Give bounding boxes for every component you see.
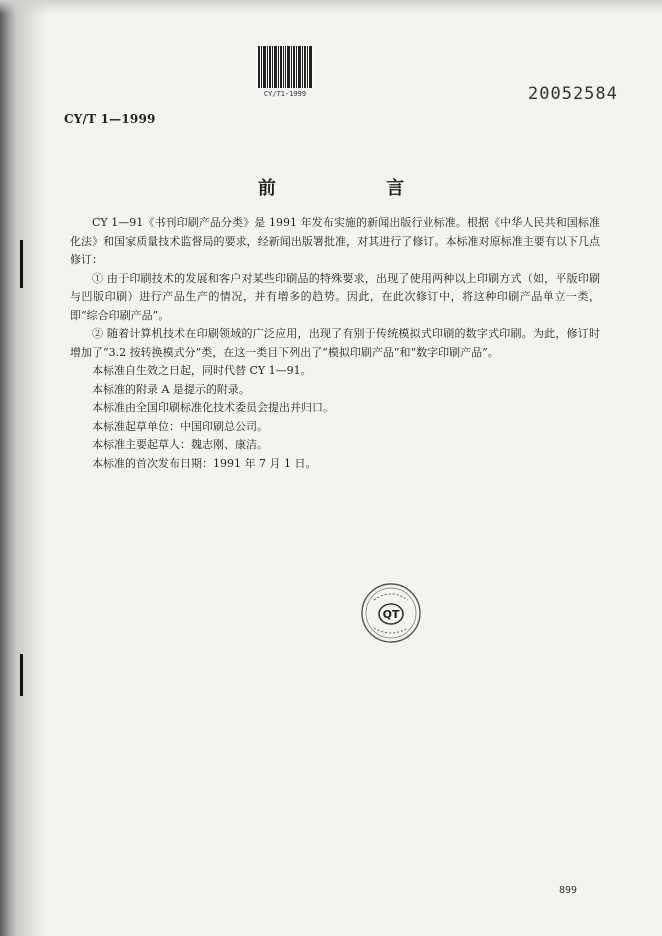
page-title: 前 言	[257, 178, 457, 199]
scan-shadow-left	[0, 0, 46, 936]
foreword-body	[70, 214, 600, 473]
paragraph: 本标准由全国印刷标准化技术委员会提出并归口。	[92, 401, 334, 414]
stamp-mark: QT	[382, 608, 400, 621]
barcode-code: CY/T1-1999	[263, 90, 307, 98]
paragraph: 本标准自生效之日起，同时代替 CY 1—91。	[92, 364, 312, 377]
barcode	[256, 46, 314, 102]
barcode-icon	[256, 46, 314, 88]
document-number: 20052584	[528, 84, 618, 104]
library-stamp-icon	[360, 582, 422, 644]
paragraph: 本标准起草单位：中国印刷总公司。	[92, 419, 268, 433]
paragraph: ② 随着计算机技术在印刷领域的广泛应用，出现了有别于传统模拟式印刷的数字式印刷。为此，修订时增加了“3.2 按转换模式分”类，在这一类目下列出了“模拟印刷产品”和“数字印刷产品”。	[70, 327, 600, 359]
scan-shadow-top	[0, 0, 662, 14]
paragraph: 本标准的附录 A 是提示的附录。	[92, 382, 250, 396]
margin-mark-lower	[20, 654, 23, 696]
paragraph: CY 1—91《书刊印刷产品分类》是 1991 年发布实施的新闻出版行业标准。根据《中华人民共和国标准化法》和国家质量技术监督局的要求，经新闻出版署批准，对其进行了修订。本标准对原标准主要有以下几点修订：	[70, 216, 600, 266]
page-number: 899	[559, 885, 578, 896]
paragraph: 本标准主要起草人：魏志刚、康洁。	[92, 438, 268, 451]
standard-code: CY/T 1—1999	[64, 112, 156, 126]
paragraph: 本标准的首次发布日期：1991 年 7 月 1 日。	[92, 456, 317, 470]
paragraph: ① 由于印刷技术的发展和客户对某些印刷品的特殊要求，出现了使用两种以上印刷方式（如，平版印刷与凹版印刷）进行产品生产的情况，并有增多的趋势。因此，在此次修订中，将这种印刷产品单立一类，即“综合印刷产品”。	[70, 271, 600, 322]
margin-mark-upper	[20, 240, 23, 288]
